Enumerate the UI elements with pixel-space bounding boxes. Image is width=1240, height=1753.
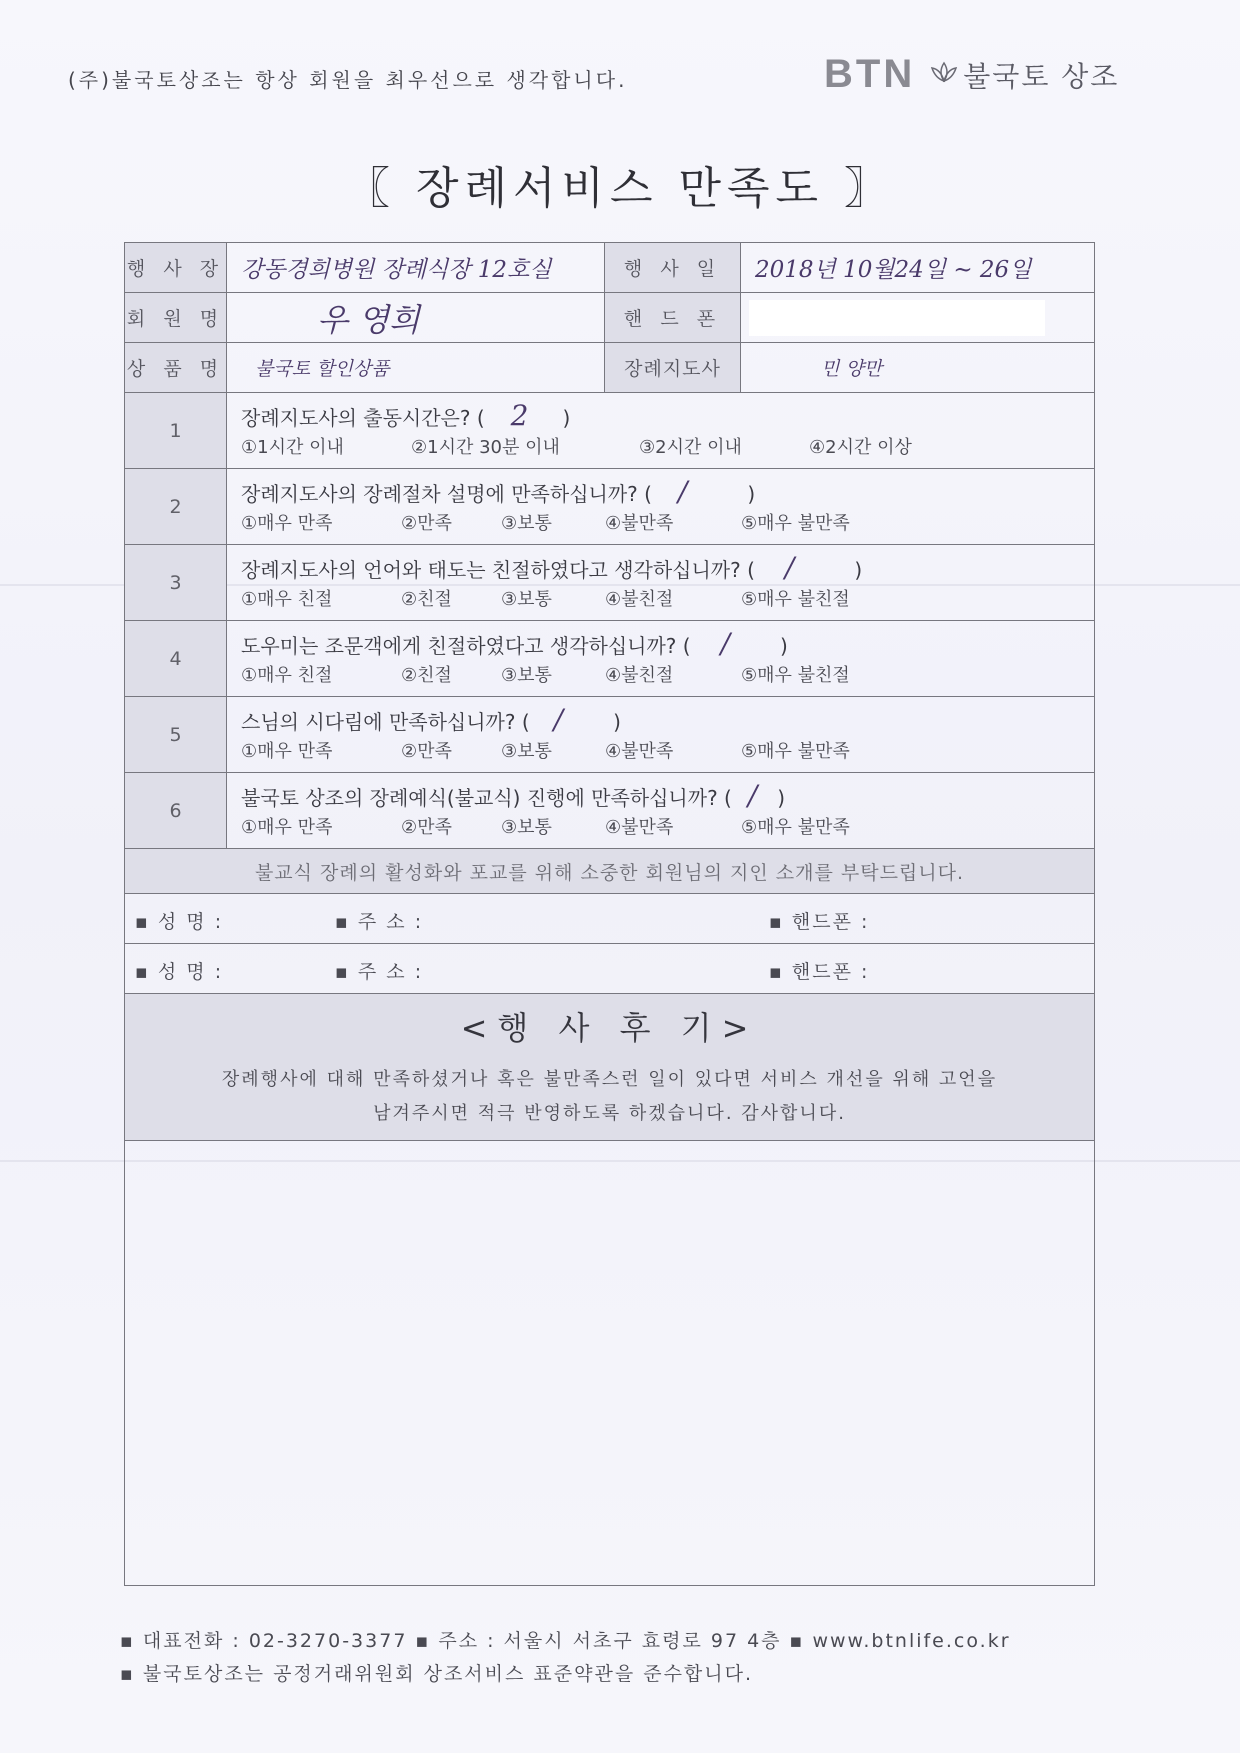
question-number: 3 (125, 545, 227, 621)
option: ①1시간 이내 (241, 436, 344, 458)
option: ⑤매우 불친절 (741, 664, 850, 686)
referral-name-label: ▪ 성 명 : (135, 961, 224, 983)
footer-contact: ▪ 대표전화 : 02-3270-3377 ▪ 주소 : 서울시 서초구 효령로 97 4층 ▪ www.btnlife.co.kr (120, 1630, 1011, 1652)
option: ①매우 만족 (241, 740, 333, 762)
venue-label: 행 사 장 (125, 243, 227, 293)
option: ⑤매우 불만족 (741, 740, 850, 762)
review-title: <행 사 후 기> (460, 1009, 759, 1047)
question-answer[interactable]: / (747, 778, 758, 812)
product-value[interactable]: 불국토 할인상품 (227, 343, 605, 393)
question-answer[interactable]: / (677, 474, 688, 508)
redacted-phone (749, 300, 1045, 336)
option: ①매우 만족 (241, 512, 333, 534)
question-text: 장례지도사의 출동시간은? ( (241, 405, 485, 430)
company-slogan: (주)불국토상조는 항상 회원을 최우선으로 생각합니다. (68, 68, 628, 92)
option: ③보통 (501, 816, 552, 838)
question-number: 6 (125, 773, 227, 849)
option: ②1시간 30분 이내 (411, 436, 560, 458)
venue-value[interactable]: 강동경희병원 장례식장 12호실 (227, 243, 605, 293)
date-value[interactable]: 2018년 10월24일 ~ 26일 (741, 243, 1095, 293)
referral-phone-label: ▪ 핸드폰 : (769, 961, 870, 983)
question-text: 스님의 시다림에 만족하십니까? ( (241, 709, 530, 734)
referral-row[interactable] (125, 894, 1095, 944)
referral-address-label: ▪ 주 소 : (335, 911, 424, 933)
referral-address-label: ▪ 주 소 : (335, 961, 424, 983)
option: ②친절 (401, 664, 452, 686)
question-text: 장례지도사의 장례절차 설명에 만족하십니까? ( (241, 481, 652, 506)
option: ②만족 (401, 816, 452, 838)
director-label: 장례지도사 (605, 343, 741, 393)
logo-company-name: 불국토 상조 (963, 59, 1120, 93)
question-text: 불국토 상조의 장례예식(불교식) 진행에 만족하십니까? ( (241, 785, 732, 810)
question-close: ) (780, 633, 788, 658)
option: ④2시간 이상 (809, 436, 912, 458)
question-5 (227, 697, 1095, 773)
option: ⑤매우 불친절 (741, 588, 850, 610)
question-answer[interactable]: / (553, 702, 564, 736)
option: ①매우 친절 (241, 664, 333, 686)
option: ④불친절 (605, 588, 674, 610)
phone-label: 핸 드 폰 (605, 293, 741, 343)
question-text: 장례지도사의 언어와 태도는 친절하였다고 생각하십니까? ( (241, 557, 755, 582)
review-text-area[interactable] (125, 1141, 1095, 1586)
question-number: 4 (125, 621, 227, 697)
document-title: 〖 장례서비스 만족도 〗 (346, 163, 894, 214)
option: ⑤매우 불만족 (741, 816, 850, 838)
lotus-icon (929, 59, 959, 91)
question-close: ) (777, 785, 786, 810)
question-close: ) (747, 481, 756, 506)
question-1 (227, 393, 1095, 469)
review-header (125, 994, 1095, 1141)
option: ④불만족 (605, 512, 674, 534)
option: ②만족 (401, 512, 452, 534)
option: ③보통 (501, 588, 552, 610)
date-label: 행 사 일 (605, 243, 741, 293)
option: ③보통 (501, 512, 552, 534)
option: ①매우 만족 (241, 816, 333, 838)
option: ①매우 친절 (241, 588, 333, 610)
referral-name-label: ▪ 성 명 : (135, 911, 224, 933)
review-instruction-line: 남겨주시면 적극 반영하도록 하겠습니다. 감사합니다. (373, 1103, 846, 1124)
member-label: 회 원 명 (125, 293, 227, 343)
question-close: ) (854, 557, 863, 582)
company-logo (824, 52, 1119, 97)
question-answer[interactable]: 2 (510, 398, 529, 432)
question-number: 1 (125, 393, 227, 469)
footer-compliance: ▪ 불국토상조는 공정거래위원회 상조서비스 표준약관을 준수합니다. (120, 1663, 754, 1685)
phone-value[interactable] (741, 293, 1095, 343)
question-4 (227, 621, 1095, 697)
question-3 (227, 545, 1095, 621)
option: ④불만족 (605, 816, 674, 838)
option: ③보통 (501, 740, 552, 762)
option: ⑤매우 불만족 (741, 512, 850, 534)
referral-row[interactable] (125, 944, 1095, 994)
option: ③보통 (501, 664, 552, 686)
question-close: ) (562, 405, 571, 430)
option: ②친절 (401, 588, 452, 610)
option: ③2시간 이내 (639, 436, 742, 458)
question-number: 2 (125, 469, 227, 545)
question-number: 5 (125, 697, 227, 773)
product-label: 상 품 명 (125, 343, 227, 393)
member-value[interactable]: 우 영희 (227, 293, 605, 343)
question-answer[interactable]: / (720, 626, 731, 660)
logo-btn-text: BTN (824, 52, 916, 96)
option: ④불만족 (605, 740, 674, 762)
option: ②만족 (401, 740, 452, 762)
survey-form-table (124, 242, 1095, 1586)
question-text: 도우미는 조문객에게 친절하였다고 생각하십니까? ( (241, 633, 691, 658)
question-6 (227, 773, 1095, 849)
director-value[interactable]: 민 양만 (741, 343, 1095, 393)
review-instruction-line: 장례행사에 대해 만족하셨거나 혹은 불만족스런 일이 있다면 서비스 개선을 위해 고언을 (221, 1069, 998, 1090)
question-answer[interactable]: / (784, 550, 795, 584)
option: ④불친절 (605, 664, 674, 686)
referral-note: 불교식 장례의 활성화와 포교를 위해 소중한 회원님의 지인 소개를 부탁드립니다. (125, 849, 1095, 894)
question-close: ) (613, 709, 621, 734)
question-2 (227, 469, 1095, 545)
referral-phone-label: ▪ 핸드폰 : (769, 911, 870, 933)
